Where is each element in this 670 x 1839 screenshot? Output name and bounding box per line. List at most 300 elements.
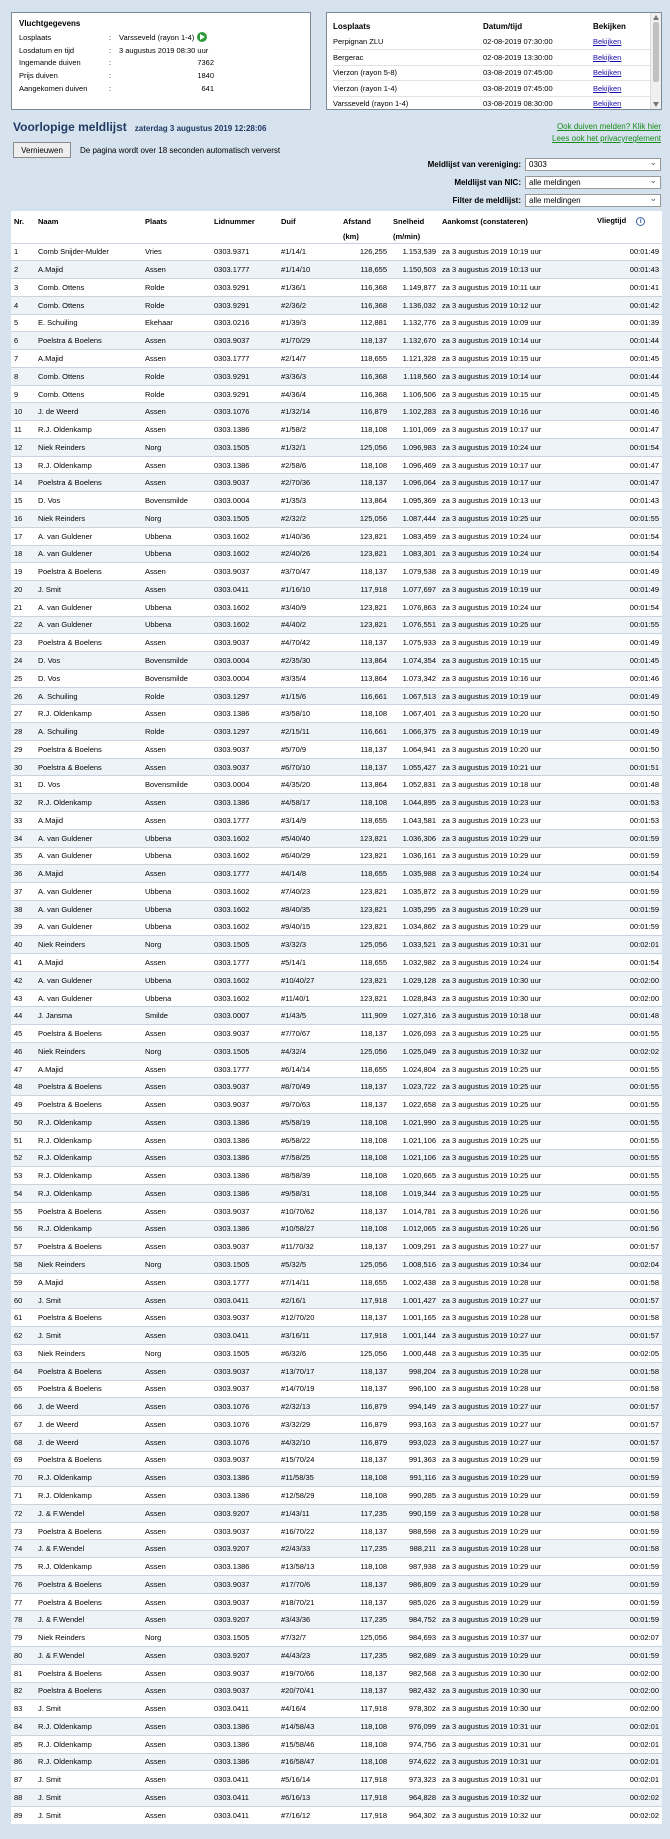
table-row [11,794,662,812]
cell-flighttime: 00:01:47 [594,474,662,492]
cell-nr: 87 [11,1771,35,1789]
info-icon[interactable]: i [636,217,645,226]
cell-nr: 67 [11,1416,35,1434]
cell-place: Norg [142,1344,211,1362]
cell-nr: 60 [11,1291,35,1309]
cell-flighttime: 00:01:42 [594,296,662,314]
cell-speed: 984,752 [390,1611,439,1629]
cell-speed: 973,323 [390,1771,439,1789]
go-arrow-icon[interactable] [197,32,207,42]
flight-row-arrived [19,82,303,95]
cell-name: J. & F.Wendel [35,1646,142,1664]
cell-member: 0303.1505 [211,936,278,954]
cell-arrival: za 3 augustus 2019 10:32 uur [439,1806,594,1824]
cell-name: J. & F.Wendel [35,1504,142,1522]
cell-distance: 118,108 [340,1114,390,1132]
cell-speed: 1.026,093 [390,1025,439,1043]
cell-pigeon: #8/70/49 [278,1078,340,1096]
cell-nr: 28 [11,723,35,741]
flight-info-title: Vluchtgegevens [19,19,81,28]
cell-arrival: za 3 augustus 2019 10:31 uur [439,1753,594,1771]
cell-pigeon: #7/40/23 [278,883,340,901]
cell-pigeon: #6/58/22 [278,1131,340,1149]
cell-member: 0303.1386 [211,456,278,474]
cell-nr: 69 [11,1451,35,1469]
cell-flighttime: 00:02:04 [594,1256,662,1274]
view-link[interactable]: Bekijken [593,37,622,46]
cell-arrival: za 3 augustus 2019 10:18 uur [439,776,594,794]
flight-info-panel [11,12,311,110]
cell-place: Assen [142,1416,211,1434]
results-table [11,211,662,1824]
table-row [11,1593,662,1611]
table-row [11,918,662,936]
release-scrollbar[interactable] [650,13,661,109]
table-row [11,829,662,847]
cell-pigeon: #3/43/36 [278,1611,340,1629]
cell-place: Assen [142,1593,211,1611]
cell-name: A.Majid [35,350,142,368]
cell-name: A.Majid [35,1060,142,1078]
cell-arrival: za 3 augustus 2019 10:14 uur [439,367,594,385]
cell-pigeon: #7/58/25 [278,1149,340,1167]
cell-distance: 111,909 [340,1007,390,1025]
table-row [11,421,662,439]
cell-pigeon: #3/32/29 [278,1416,340,1434]
cell-member: 0303.9037 [211,740,278,758]
cell-speed: 1.075,933 [390,634,439,652]
cell-arrival: za 3 augustus 2019 10:30 uur [439,989,594,1007]
cell-speed: 1.002,438 [390,1273,439,1291]
cell-place: Assen [142,1291,211,1309]
cell-name: A. van Guldener [35,989,142,1007]
cell-place: Ubbena [142,989,211,1007]
club-filter [428,158,661,171]
cell-place: Assen [142,1771,211,1789]
cell-arrival: za 3 augustus 2019 10:27 uur [439,1327,594,1345]
cell-arrival: za 3 augustus 2019 10:25 uur [439,1060,594,1078]
cell-pigeon: #9/58/31 [278,1185,340,1203]
cell-distance: 118,137 [340,1664,390,1682]
cell-member: 0303.9037 [211,1575,278,1593]
cell-name: R.J. Oldenkamp [35,456,142,474]
cell-speed: 964,828 [390,1789,439,1807]
cell-place: Rolde [142,687,211,705]
table-row [11,527,662,545]
cell-distance: 118,137 [340,474,390,492]
cell-distance: 118,137 [340,1575,390,1593]
cell-place: Norg [142,936,211,954]
cell-speed: 1.121,328 [390,350,439,368]
cell-arrival: za 3 augustus 2019 10:31 uur [439,1771,594,1789]
cell-distance: 118,137 [340,1025,390,1043]
page-title-text: Voorlopige meldlijst [13,120,127,134]
cell-place: Assen [142,1096,211,1114]
view-link[interactable]: Bekijken [593,99,622,109]
release-datetime: 03-08-2019 07:45:00 [483,65,593,81]
cell-flighttime: 00:01:55 [594,1149,662,1167]
table-row [11,1522,662,1540]
cell-member: 0303.9207 [211,1646,278,1664]
cell-nr: 61 [11,1309,35,1327]
cell-place: Assen [142,1220,211,1238]
cell-arrival: za 3 augustus 2019 10:19 uur [439,563,594,581]
cell-name: J. Smit [35,1771,142,1789]
cell-pigeon: #1/43/11 [278,1504,340,1522]
cell-nr: 73 [11,1522,35,1540]
cell-member: 0303.1602 [211,545,278,563]
cell-member: 0303.1386 [211,1167,278,1185]
nic-select[interactable]: alle meldingen ⌄ [525,176,661,189]
nic-filter-label: Meldlijst van NIC: [454,178,521,187]
cell-pigeon: #6/32/6 [278,1344,340,1362]
cell-name: Comb Snijder-Mulder [35,243,142,261]
cell-arrival: za 3 augustus 2019 10:24 uur [439,954,594,972]
table-row [11,652,662,670]
cell-nr: 47 [11,1060,35,1078]
cell-place: Assen [142,1451,211,1469]
cell-nr: 36 [11,865,35,883]
report-pigeons-link[interactable]: Ook duiven melden? Klik hier [556,122,661,131]
cell-member: 0303.9037 [211,1380,278,1398]
cell-name: A. van Guldener [35,598,142,616]
table-row [11,1060,662,1078]
table-row [11,1753,662,1771]
cell-speed: 1.064,941 [390,740,439,758]
cell-pigeon: #3/35/4 [278,669,340,687]
col-header-pigeon: Duif [278,211,340,231]
cell-arrival: za 3 augustus 2019 10:28 uur [439,1273,594,1291]
cell-speed: 1.035,872 [390,883,439,901]
cell-flighttime: 00:01:55 [594,509,662,527]
scroll-thumb[interactable] [653,22,659,82]
table-row [11,598,662,616]
cell-distance: 118,655 [340,1060,390,1078]
cell-pigeon: #6/16/13 [278,1789,340,1807]
table-row [11,776,662,794]
cell-flighttime: 00:01:55 [594,1131,662,1149]
cell-pigeon: #5/70/9 [278,740,340,758]
cell-nr: 21 [11,598,35,616]
table-row [11,243,662,261]
cell-name: R.J. Oldenkamp [35,1718,142,1736]
cell-place: Assen [142,1398,211,1416]
cell-flighttime: 00:01:45 [594,350,662,368]
cell-pigeon: #1/15/6 [278,687,340,705]
cell-flighttime: 00:01:59 [594,1487,662,1505]
cell-speed: 1.021,106 [390,1149,439,1167]
table-row [11,1291,662,1309]
cell-distance: 113,864 [340,652,390,670]
release-header-view: Bekijken [593,22,626,31]
cell-flighttime: 00:01:55 [594,1185,662,1203]
cell-pigeon: #2/58/6 [278,456,340,474]
cell-arrival: za 3 augustus 2019 10:09 uur [439,314,594,332]
colon: : [109,32,112,42]
cell-speed: 1.044,895 [390,794,439,812]
cell-pigeon: #18/70/21 [278,1593,340,1611]
cell-distance: 116,368 [340,367,390,385]
cell-pigeon: #3/40/9 [278,598,340,616]
cell-arrival: za 3 augustus 2019 10:29 uur [439,847,594,865]
cell-flighttime: 00:02:01 [594,1771,662,1789]
release-place: Vierzon (rayon 1-4) [333,81,483,97]
cell-flighttime: 00:02:01 [594,1753,662,1771]
flight-row-release-place [19,31,303,44]
cell-pigeon: #4/32/4 [278,1042,340,1060]
cell-name: J. Jansma [35,1007,142,1025]
cell-arrival: za 3 augustus 2019 10:19 uur [439,634,594,652]
cell-place: Ekehaar [142,314,211,332]
table-row [11,1078,662,1096]
cell-flighttime: 00:02:01 [594,1718,662,1736]
table-row [11,1718,662,1736]
cell-nr: 78 [11,1611,35,1629]
cell-pigeon: #1/14/10 [278,261,340,279]
cell-member: 0303.0216 [211,314,278,332]
cell-distance: 123,821 [340,545,390,563]
cell-speed: 1.027,316 [390,1007,439,1025]
cell-name: R.J. Oldenkamp [35,1220,142,1238]
cell-place: Assen [142,794,211,812]
cell-flighttime: 00:01:43 [594,261,662,279]
cell-nr: 70 [11,1469,35,1487]
cell-place: Assen [142,1433,211,1451]
cell-pigeon: #1/39/3 [278,314,340,332]
cell-pigeon: #9/40/15 [278,918,340,936]
table-row [11,1416,662,1434]
cell-arrival: za 3 augustus 2019 10:15 uur [439,652,594,670]
cell-pigeon: #7/70/67 [278,1025,340,1043]
cell-place: Norg [142,1256,211,1274]
release-place-value: Varsseveld (rayon 1-4) [119,32,195,42]
cell-flighttime: 00:01:59 [594,1522,662,1540]
cell-name: Poelstra & Boelens [35,474,142,492]
club-select[interactable]: 0303 ⌄ [525,158,661,171]
cell-arrival: za 3 augustus 2019 10:25 uur [439,509,594,527]
cell-pigeon: #3/70/47 [278,563,340,581]
refresh-button[interactable]: Vernieuwen [13,142,71,158]
cell-flighttime: 00:01:47 [594,456,662,474]
view-link[interactable]: Bekijken [593,52,622,62]
cell-member: 0303.0411 [211,1291,278,1309]
cell-distance: 118,108 [340,421,390,439]
cell-speed: 1.096,983 [390,438,439,456]
cell-pigeon: #1/58/2 [278,421,340,439]
cell-flighttime: 00:01:46 [594,669,662,687]
cell-speed: 984,693 [390,1629,439,1647]
cell-distance: 117,918 [340,1291,390,1309]
table-row [11,847,662,865]
cell-name: R.J. Oldenkamp [35,1558,142,1576]
privacy-link[interactable]: Lees ook het privacyreglement [552,134,661,143]
cell-pigeon: #4/36/4 [278,385,340,403]
cell-distance: 113,864 [340,669,390,687]
cell-flighttime: 00:01:49 [594,723,662,741]
cell-distance: 118,108 [340,1487,390,1505]
cell-pigeon: #1/14/1 [278,243,340,261]
cell-flighttime: 00:01:51 [594,758,662,776]
cell-pigeon: #10/40/27 [278,971,340,989]
cell-nr: 23 [11,634,35,652]
cell-name: A.Majid [35,954,142,972]
colon: : [109,45,112,55]
cell-flighttime: 00:01:55 [594,1114,662,1132]
cell-pigeon: #1/40/36 [278,527,340,545]
cell-arrival: za 3 augustus 2019 10:30 uur [439,1700,594,1718]
list-filter-select[interactable]: alle meldingen ⌄ [525,194,661,207]
cell-flighttime: 00:01:54 [594,527,662,545]
table-row [11,723,662,741]
cell-place: Assen [142,1522,211,1540]
cell-flighttime: 00:01:55 [594,1167,662,1185]
cell-pigeon: #15/58/46 [278,1735,340,1753]
cell-name: R.J. Oldenkamp [35,1753,142,1771]
cell-pigeon: #4/14/8 [278,865,340,883]
cell-distance: 118,108 [340,1131,390,1149]
cell-distance: 116,661 [340,723,390,741]
cell-distance: 118,137 [340,1593,390,1611]
cell-nr: 88 [11,1789,35,1807]
table-row [11,438,662,456]
cell-arrival: za 3 augustus 2019 10:27 uur [439,1398,594,1416]
cell-place: Assen [142,812,211,830]
cell-member: 0303.1505 [211,1256,278,1274]
cell-place: Ubbena [142,616,211,634]
cell-place: Assen [142,705,211,723]
view-link[interactable]: Bekijken [593,83,622,93]
col-header-member: Lidnummer [211,211,278,231]
cell-arrival: za 3 augustus 2019 10:37 uur [439,1629,594,1647]
cell-member: 0303.1386 [211,421,278,439]
cell-speed: 1.034,862 [390,918,439,936]
cell-arrival: za 3 augustus 2019 10:29 uur [439,1522,594,1540]
cell-distance: 118,137 [340,1362,390,1380]
cell-place: Norg [142,438,211,456]
cell-flighttime: 00:01:46 [594,403,662,421]
cell-pigeon: #7/16/12 [278,1806,340,1824]
cell-arrival: za 3 augustus 2019 10:29 uur [439,1593,594,1611]
cell-name: Comb. Ottens [35,296,142,314]
cell-arrival: za 3 augustus 2019 10:25 uur [439,1078,594,1096]
scroll-up-icon[interactable] [653,15,659,20]
cell-place: Assen [142,1362,211,1380]
cell-place: Assen [142,1558,211,1576]
table-row [11,1025,662,1043]
cell-nr: 53 [11,1167,35,1185]
cell-name: Poelstra & Boelens [35,1593,142,1611]
cell-flighttime: 00:01:53 [594,812,662,830]
cell-speed: 987,938 [390,1558,439,1576]
cell-pigeon: #4/16/4 [278,1700,340,1718]
cell-name: J. Smit [35,1700,142,1718]
cell-pigeon: #1/35/3 [278,492,340,510]
cell-speed: 1.012,065 [390,1220,439,1238]
cell-name: J. Smit [35,581,142,599]
cell-flighttime: 00:01:59 [594,1575,662,1593]
cell-member: 0303.1297 [211,723,278,741]
table-row [11,954,662,972]
scroll-down-icon[interactable] [653,102,659,107]
cell-name: R.J. Oldenkamp [35,1185,142,1203]
cell-name: J. Smit [35,1806,142,1824]
cell-flighttime: 00:01:57 [594,1433,662,1451]
view-link[interactable]: Bekijken [593,68,622,78]
cell-name: Poelstra & Boelens [35,1664,142,1682]
cell-flighttime: 00:01:49 [594,563,662,581]
cell-nr: 45 [11,1025,35,1043]
cell-flighttime: 00:01:59 [594,1646,662,1664]
cell-name: Poelstra & Boelens [35,332,142,350]
cell-place: Assen [142,1025,211,1043]
cell-flighttime: 00:01:45 [594,652,662,670]
cell-member: 0303.1777 [211,350,278,368]
cell-place: Bovensmilde [142,776,211,794]
cell-name: Poelstra & Boelens [35,1451,142,1469]
cell-flighttime: 00:01:50 [594,740,662,758]
cell-arrival: za 3 augustus 2019 10:29 uur [439,1469,594,1487]
cell-distance: 118,137 [340,1380,390,1398]
cell-nr: 64 [11,1362,35,1380]
cell-nr: 52 [11,1149,35,1167]
cell-arrival: za 3 augustus 2019 10:24 uur [439,527,594,545]
cell-nr: 6 [11,332,35,350]
table-row [11,1575,662,1593]
cell-pigeon: #10/70/62 [278,1202,340,1220]
cell-member: 0303.1602 [211,971,278,989]
cell-nr: 54 [11,1185,35,1203]
cell-flighttime: 00:01:49 [594,634,662,652]
cell-place: Bovensmilde [142,492,211,510]
page-title [13,120,266,134]
table-row [11,1007,662,1025]
cell-name: Poelstra & Boelens [35,1309,142,1327]
cell-member: 0303.9037 [211,1202,278,1220]
cell-speed: 1.022,658 [390,1096,439,1114]
cell-distance: 116,879 [340,1398,390,1416]
flight-value: 3 augustus 2019 08:30 uur [119,45,209,55]
cell-member: 0303.1602 [211,847,278,865]
cell-pigeon: #8/40/35 [278,900,340,918]
table-row [11,1629,662,1647]
cell-arrival: za 3 augustus 2019 10:28 uur [439,1362,594,1380]
cell-place: Assen [142,350,211,368]
cell-speed: 1.079,538 [390,563,439,581]
cell-arrival: za 3 augustus 2019 10:31 uur [439,936,594,954]
cell-arrival: za 3 augustus 2019 10:31 uur [439,1735,594,1753]
cell-member: 0303.1602 [211,598,278,616]
cell-flighttime: 00:01:59 [594,900,662,918]
cell-name: A. Schuiling [35,723,142,741]
cell-flighttime: 00:01:57 [594,1327,662,1345]
cell-arrival: za 3 augustus 2019 10:35 uur [439,1344,594,1362]
cell-name: Poelstra & Boelens [35,1025,142,1043]
cell-speed: 1.021,106 [390,1131,439,1149]
flight-row-prizes [19,69,303,82]
cell-arrival: za 3 augustus 2019 10:11 uur [439,279,594,297]
release-row [333,65,653,81]
table-row [11,1558,662,1576]
cell-place: Assen [142,421,211,439]
release-header-datetime: Datum/tijd [483,22,523,31]
table-row [11,936,662,954]
cell-place: Assen [142,758,211,776]
cell-distance: 116,879 [340,1416,390,1434]
cell-pigeon: #2/16/1 [278,1291,340,1309]
cell-pigeon: #5/40/40 [278,829,340,847]
cell-speed: 1.000,448 [390,1344,439,1362]
cell-distance: 116,661 [340,687,390,705]
